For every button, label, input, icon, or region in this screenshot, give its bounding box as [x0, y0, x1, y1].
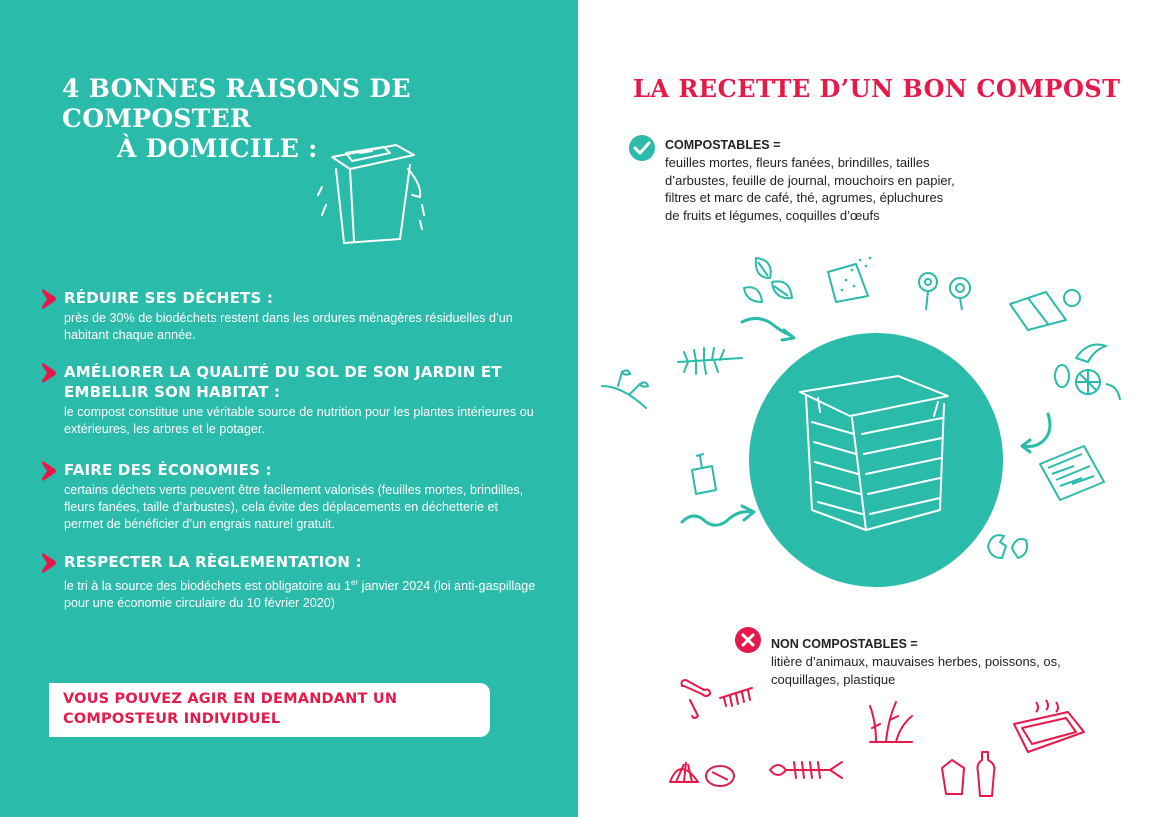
compostables-title: COMPOSTABLES = [665, 138, 781, 152]
non-compostables-title: NON COMPOSTABLES = [771, 637, 918, 651]
cross-circle-icon [734, 626, 762, 654]
arrow-icon [738, 310, 798, 344]
reason-title: RÉDUIRE SES DÉCHETS : [64, 289, 274, 307]
compost-bin-icon [310, 135, 430, 255]
check-circle-icon [628, 134, 656, 162]
reason-title: RESPECTER LA RÈGLEMENTATION : [64, 553, 362, 571]
coffee-filter-icon [822, 252, 878, 306]
right-panel [578, 0, 1154, 817]
fruit-peels-icon [1048, 336, 1128, 408]
request-composter-callout [49, 683, 490, 737]
pink-marker-icon [40, 552, 58, 574]
pink-marker-icon [40, 460, 58, 482]
branches-icon [674, 338, 746, 380]
reason-regulation [40, 552, 540, 612]
eggshells-icon [984, 528, 1032, 564]
tea-bag-icon [682, 452, 724, 496]
litter-box-icon [1006, 698, 1090, 758]
reason-title: FAIRE DES ÉCONOMIES : [64, 461, 272, 479]
newspaper-sheet-icon [1006, 284, 1084, 332]
shell-icon [666, 752, 742, 794]
bones-icon [676, 676, 758, 722]
left-title-line2: À DOMICILE : [117, 134, 318, 163]
reason-title: AMÉLIORER LA QUALITÉ DU SOL DE SON JARDIN ET EMBELLIR SON HABITAT : [64, 363, 502, 401]
reason-text: près de 30% de biodéchets restent dans les ordures ménagères résiduelles d’un habitant chaque année. [64, 311, 513, 342]
reason-text: certains déchets verts peuvent être facilement valorisés (feuilles mortes, brindilles, fleurs fanées, taille d’arbustes), cela évite des déplacements en déchetterie et permet de bénéficier d’un engrais naturel gratuit. [64, 483, 524, 531]
dead-leaves-icon [738, 252, 798, 308]
newspaper-icon [1034, 440, 1110, 506]
pink-marker-icon [40, 288, 58, 310]
cta-text: VOUS POUVEZ AGIR EN DEMANDANT UN COMPOSTEUR INDIVIDUEL [63, 691, 398, 727]
non-compostables-list: litière d’animaux, mauvaises herbes, poissons, os, coquillages, plastique [771, 654, 1061, 687]
right-title: LA RECETTE D’UN BON COMPOST [633, 74, 1121, 103]
compost-box-illustration [748, 332, 1004, 588]
fish-bones-icon [766, 754, 846, 786]
reason-text: le compost constitue une véritable source de nutrition pour les plantes intérieures ou extérieures, les arbres et le potager. [64, 405, 534, 436]
reason-reduce-waste [40, 288, 540, 344]
plastic-waste-icon [936, 748, 1006, 800]
reason-soil-quality [40, 362, 540, 438]
reason-text: le tri à la source des biodéchets est obligatoire au 1er janvier 2024 (loi anti-gaspillage pour une économie circulaire du 10 février 2020) [64, 578, 536, 611]
arrow-icon [678, 500, 758, 530]
reason-savings [40, 460, 540, 533]
pink-marker-icon [40, 362, 58, 384]
twig-icon [596, 364, 652, 414]
compostables-list: feuilles mortes, fleurs fanées, brindilles, tailles d’arbustes, feuille de journal, mouchoirs en papier, filtres et marc de café, thé, agrumes, épluchures de fruits et légumes, coquilles d’œufs [665, 155, 955, 223]
left-title-line1: 4 BONNES RAISONS DE COMPOSTER [62, 74, 411, 133]
faded-flowers-icon [912, 266, 978, 312]
weeds-icon [866, 696, 916, 748]
